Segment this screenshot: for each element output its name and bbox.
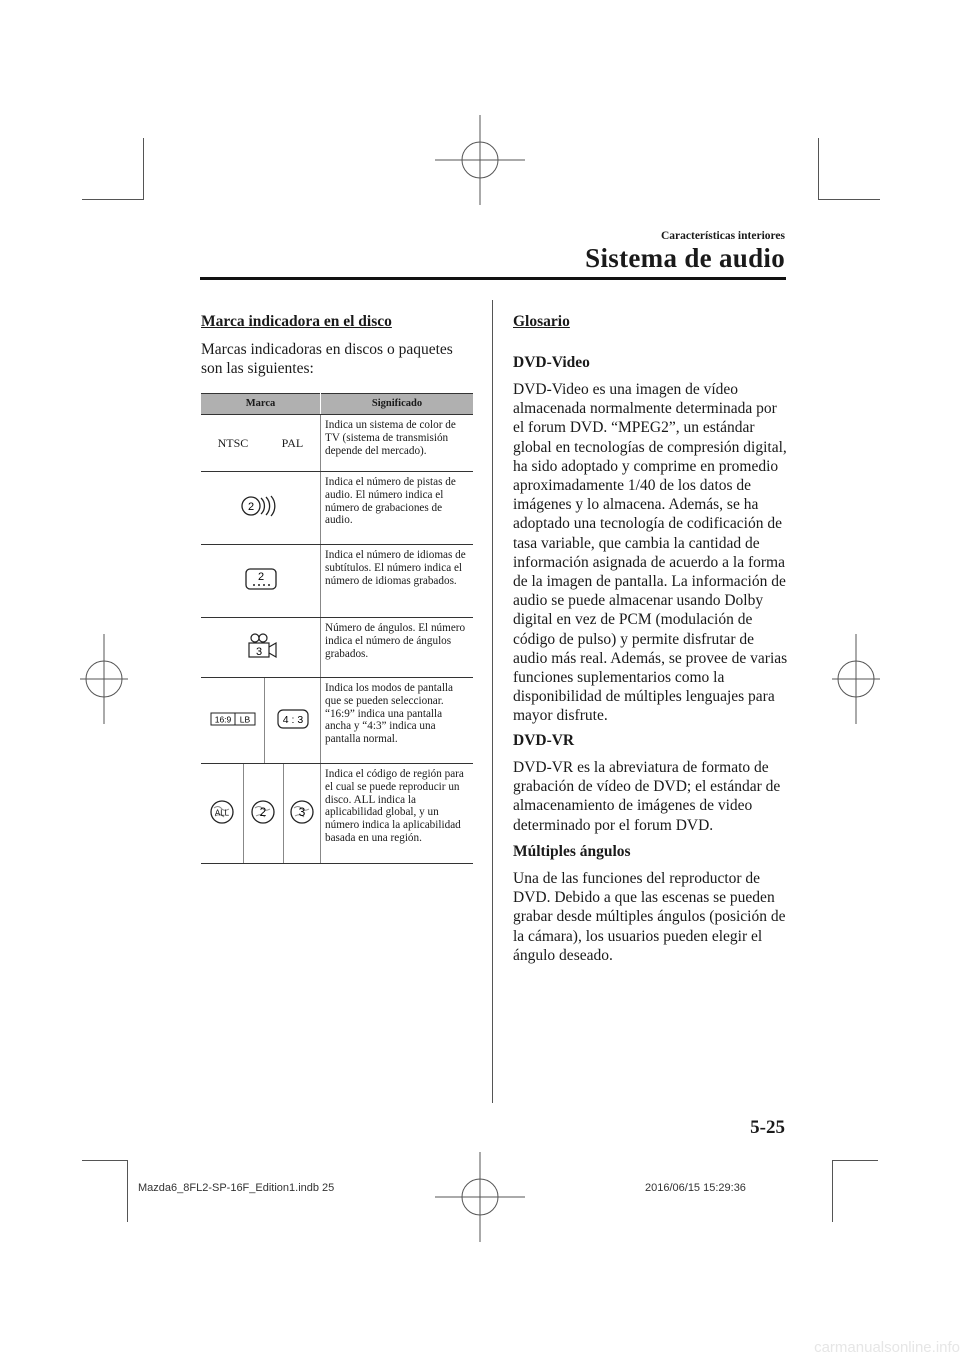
page-number: 5-25 [750,1117,785,1138]
subtitle-icon [201,545,321,618]
audio-tracks-icon [201,472,321,545]
footer-timestamp: 2016/06/15 15:29:36 [645,1182,746,1194]
region-all-icon [201,764,243,864]
table-row [201,545,473,618]
dvd-vr-title: DVD-VR [513,732,575,749]
widescreen-icon [201,678,265,764]
row-desc-angles: Número de ángulos. El número indica el número de ángulos grabados. [321,618,474,678]
region-3-label: 3 [298,804,306,819]
disc-mark-intro: Marcas indicadoras en discos o paquetes son las siguientes: [201,341,453,378]
lb-label: LB [239,714,250,725]
region-2-icon [243,764,283,864]
pal-label: PAL [265,415,321,472]
multi-angle-title: Múltiples ángulos [513,843,631,860]
normal-screen-icon [265,678,321,764]
angle-icon [201,618,321,678]
row-desc-audio: Indica el número de pistas de audio. El número indica el número de grabaciones de audio. [321,472,474,545]
table-row [201,618,473,678]
dvd-vr-text: DVD-VR es la abreviatura de formato de grabación de vídeo de DVD; el estándar de almacenamiento de imágenes de video determinado por el forum DVD. [513,759,781,834]
wide-label: 16:9 [214,714,231,725]
subtitle-number: 2 [257,571,264,584]
table-row [201,472,473,545]
footer-file: Mazda6_8FL2-SP-16F_Edition1.indb 25 [138,1182,335,1194]
table-row [201,415,473,472]
row-desc-subtitles: Indica el número de idiomas de subtítulos. El número indica el número de idiomas grabados. [321,545,474,618]
col-mark-header: Marca [201,394,321,415]
column-divider [492,300,493,1103]
disc-mark-table [201,393,473,864]
watermark: carmanualsonline.info [814,1339,960,1356]
col-meaning-header: Significado [321,394,474,415]
table-row [201,678,473,764]
audio-track-number: 2 [247,501,254,514]
angle-number: 3 [255,645,262,658]
region-3-icon [283,764,320,864]
multi-angle-text: Una de las funciones del reproductor de DVD. Debido a que las escenas se pueden grabar desde múltiples ángulos (posición de la cámara), los usuarios pueden elegir el ángulo deseado. [513,870,786,964]
row-desc-tv-system: Indica un sistema de color de TV (sistema de transmisión depende del mercado). [321,415,474,472]
row-desc-region: Indica el código de región para el cual se puede reproducir un disco. ALL indica la aplicabilidad global, y un número indica la aplicabilidad basada en una región. [321,764,474,864]
region-2-label: 2 [260,804,267,819]
row-desc-screen-modes: Indica los modos de pantalla que se pueden seleccionar. “16:9” indica una pantalla ancha y “4:3” indica una pantalla normal. [321,678,474,764]
dvd-video-title: DVD-Video [513,354,590,371]
ntsc-label: NTSC [201,415,265,472]
page-header-title: Sistema de audio [585,243,785,273]
header-rule [200,277,786,280]
disc-mark-heading: Marca indicadora en el disco [201,313,392,330]
region-all-label: ALL [214,808,230,818]
glossary-heading: Glosario [513,313,570,330]
normal-label: 4 : 3 [282,713,303,726]
dvd-video-text: DVD-Video es una imagen de vídeo almacenada normalmente determinada por el forum DVD. “MPEG2”, un estándar global en tecnologías de compresión digital, ha sido adoptado y comprime en promedio aproximadamente 1/40 de los datos de imágenes y lo almacena. Además, se ha adoptado una tecnología de codificación de tasa variable, que cambia la cantidad de información asignada de acuerdo a la forma de la imagen de pantalla. La información de audio se puede almacenar usando Dolby digital en vez de PCM (modulación de código de pulso) y permite disfrutar de audio más real. Además, se provee de varias funciones suplementarios como la disponibilidad de múltiples lenguajes para mayor disfrute. [513,381,788,725]
page-header-section: Características interiores [660,230,785,242]
table-row [201,764,473,864]
